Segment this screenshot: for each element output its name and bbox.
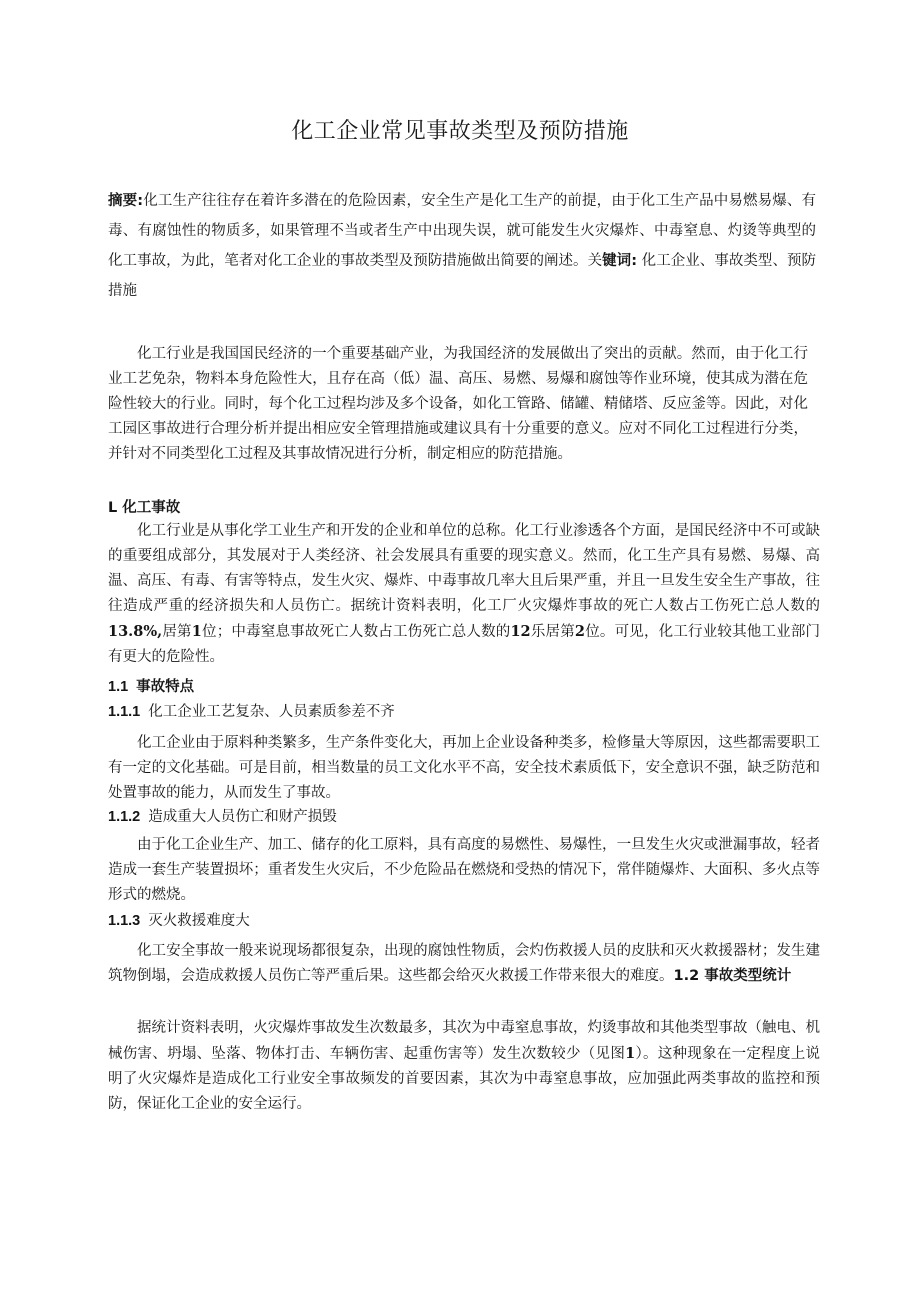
abstract-paragraph — [108, 186, 816, 306]
abstract-text: 化工生产往往存在着许多潜在的危险因素，安全生产是化工生产的前提，由于化工生产品中易燃易爆、有毒、有腐蚀性的物质多，如果管理不当或者生产中出现失误，就可能发生火灾爆炸、中毒窒息、灼烫等典型的化工事故，为此，笔者对化工企业的事故类型及预防措施做出简要的阐述。关 — [108, 193, 816, 269]
section-1-text: 化工行业是从事化学工业生产和开发的企业和单位的总称。化工行业渗透各个方面，是国民经济中不可或缺的重要组成部分，其发展对于人类经济、社会发展具有重要的现实意义。然而，化工生产具有易燃、易爆、高温、高压、有毒、有害等特点，发生火灾、爆炸、中毒事故几率大且后果严重，并且一旦发生安全生产事故，往往造成严重的经济损失和人员伤亡。据统计资料表明，化工厂火灾爆炸事故的死亡人数占工伤死亡总人数的 — [108, 523, 820, 614]
section-1-1-2-heading — [108, 806, 337, 828]
section-1-text-3: 位；中毒窒息事故死亡人数占工伤死亡总人数的 — [201, 624, 511, 640]
intro-paragraph: 化工行业是我国国民经济的一个重要基础产业，为我国经济的发展做出了突出的贡献。然而，由于化工行业工艺免杂，物料本身危险性大，且存在高（低）温、高压、易燃、易爆和腐蚀等作业环境，使其成为潜在危险性较大的行业。同时，每个化工过程均涉及多个设备，如化工管路、储罐、精储塔、反应釜等。因此，对化工园区事故进行合理分析并提出相应安全管理措施或建议具有十分重要的意义。应对不同化工过程进行分类，并针对不同类型化工过程及其事故情况进行分析，制定相应的防范措施。 — [108, 346, 808, 462]
section-1-1-2-title: 造成重大人员伤亡和财产损毁 — [148, 809, 337, 825]
section-1-1-1-number: 1.1.1 — [108, 704, 141, 720]
section-1-1-3-number: 1.1.3 — [108, 913, 141, 929]
section-1-1-3-title: 灭火救援难度大 — [148, 913, 250, 929]
section-1-1-1-title: 化工企业工艺复杂、人员素质参差不齐 — [148, 704, 395, 720]
figure-reference: 1 — [625, 1045, 636, 1062]
section-1-1-2-paragraph: 由于化工企业生产、加工、储存的化工原料，具有高度的易燃性、易爆性，一旦发生火灾或泄漏事故，轻者造成一套生产装置损坏；重者发生火灾后，不少危险品在燃烧和受热的情况下，常伴随爆炸、大面积、多火点等形式的燃烧。 — [108, 837, 820, 903]
section-1-2-heading: 1.2 事故类型统计 — [673, 968, 792, 984]
section-1-1-heading — [108, 676, 194, 698]
section-1-1-3-paragraph — [108, 939, 820, 989]
keywords-text: 化工企业、事故类型、预防措施 — [108, 253, 817, 299]
document-title: 化工企业常见事故类型及预防措施 — [291, 119, 629, 144]
section-1-text-5: 位。可见，化工行业较其他工业部门有更大的危险性。 — [108, 624, 821, 665]
section-1-1-title: 事故特点 — [136, 679, 195, 695]
stat-poison-percent: 12 — [510, 623, 531, 640]
stat-poison-rank: 2 — [574, 623, 586, 640]
keywords-label: 键词: — [602, 253, 637, 269]
section-1-text-2: 居第 — [162, 624, 192, 640]
section-1-1-3-heading — [108, 910, 250, 932]
stat-fire-rank: 1 — [191, 623, 202, 640]
section-1-heading: L 化工事故 — [108, 500, 181, 516]
stat-fire-percent: 13.8%, — [108, 623, 163, 640]
section-1-2-paragraph — [108, 1016, 820, 1117]
section-1-2-text: 据统计资料表明，火灾爆炸事故发生次数最多，其次为中毒窒息事故，灼烫事故和其他类型事故（触电、机械伤害、坍塌、坠落、物体打击、车辆伤害、起重伤害等）发生次数较少（见图 — [108, 1020, 820, 1062]
section-1-1-1-paragraph: 化工企业由于原料种类繁多，生产条件变化大，再加上企业设备种类多，检修量大等原因，这些都需要职工有一定的文化基础。可是目前，相当数量的员工文化水平不高，安全技术素质低下，安全意识不强，缺乏防范和处置事故的能力，从而发生了事故。 — [108, 735, 820, 801]
section-1-1-number: 1.1 — [108, 679, 129, 695]
section-1-text-4: 乐居第 — [530, 624, 575, 640]
section-1-1-2-number: 1.1.2 — [108, 809, 141, 825]
section-1-1-3-text: 化工安全事故一般来说现场都很复杂，出现的腐蚀性物质，会灼伤救援人员的皮肤和灭火救援器材；发生建筑物倒塌，会造成救援人员伤亡等严重后果。这些都会给灭火救援工作带来很大的难度。 — [108, 943, 820, 984]
section-1-2-text-end: ）。这种现象在一定程度上说明了火灾爆炸是造成化工行业安全事故频发的首要因素，其次为中毒窒息事故，应加强此两类事故的监控和预防，保证化工企业的安全运行。 — [108, 1046, 820, 1112]
section-1-1-1-heading — [108, 701, 395, 723]
section-1-paragraph — [108, 519, 820, 670]
abstract-label: 摘要: — [108, 193, 144, 209]
